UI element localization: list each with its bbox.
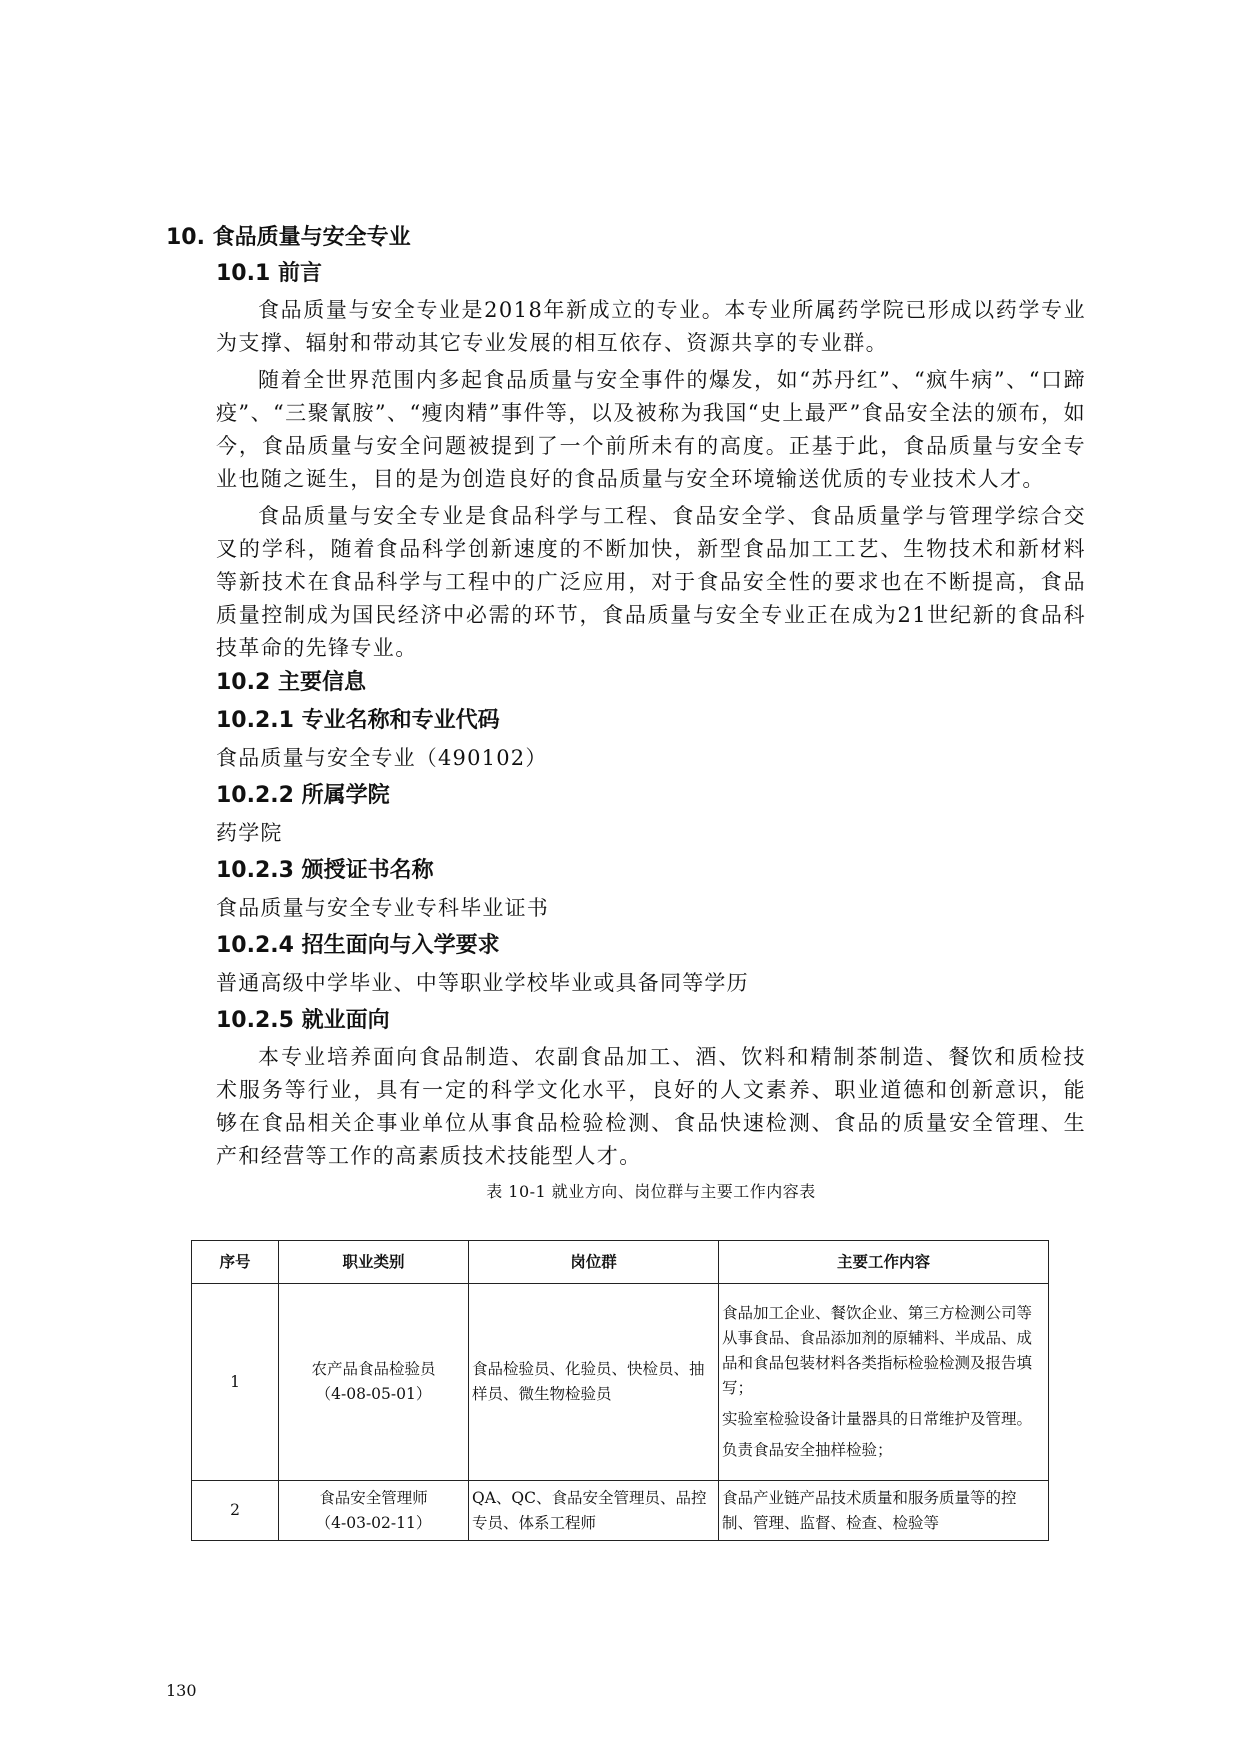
duty-item: 食品产业链产品技术质量和服务质量等的控制、管理、监督、检查、检验等 bbox=[722, 1488, 1017, 1532]
college-heading: 10.2.2 所属学院 bbox=[216, 783, 390, 808]
preface-paragraph-2: 随着全世界范围内多起食品质量与安全事件的爆发，如“苏丹红”、“疯牛病”、“口蹄疫”、“三聚氰胺”、“瘦肉精”事件等，以及被称为我国“史上最严”食品安全法的颁布，如今，食品质量与安全问题被提到了一个前所未有的高度。正基于此，食品质量与安全专业也随之诞生，目的是为创造良好的食品质量与安全环境输送优质的专业技术人才。 bbox=[216, 368, 1086, 491]
college-text: 药学院 bbox=[216, 821, 283, 845]
row-positions: 食品检验员、化验员、快检员、抽样员、微生物检验员 bbox=[469, 1284, 719, 1481]
row-duties bbox=[719, 1481, 1049, 1541]
certificate-text: 食品质量与安全专业专科毕业证书 bbox=[216, 896, 549, 920]
page-content bbox=[166, 220, 1086, 1205]
category-name: 农产品食品检验员 bbox=[311, 1360, 436, 1378]
category-code: （4-03-02-11） bbox=[315, 1513, 432, 1532]
major-name-heading: 10.2.1 专业名称和专业代码 bbox=[216, 708, 500, 733]
row-category bbox=[279, 1284, 469, 1481]
category-code: （4-08-05-01） bbox=[315, 1385, 432, 1403]
row-positions: QA、QC、食品安全管理员、品控专员、体系工程师 bbox=[469, 1481, 719, 1541]
row-duties bbox=[719, 1284, 1049, 1481]
category-name: 食品安全管理师 bbox=[319, 1488, 428, 1507]
section-title: 10. 食品质量与安全专业 bbox=[166, 225, 411, 250]
preface-paragraph-3: 食品质量与安全专业是食品科学与工程、食品安全学、食品质量学与管理学综合交叉的学科，随着食品科学创新速度的不断加快，新型食品加工工艺、生物技术和新材料等新技术在食品科学与工程中的广泛应用，对于食品安全性的要求也在不断提高，食品质量控制成为国民经济中必需的环节，食品质量与安全专业正在成为21世纪新的食品科技革命的先锋专业。 bbox=[216, 504, 1086, 660]
row-serial: 2 bbox=[192, 1481, 279, 1541]
header-positions: 岗位群 bbox=[469, 1241, 719, 1284]
duty-item: 实验室检验设备计量器具的日常维护及管理。 bbox=[722, 1410, 1033, 1428]
page-number: 130 bbox=[166, 1681, 197, 1700]
table-caption: 表 10-1 就业方向、岗位群与主要工作内容表 bbox=[486, 1182, 816, 1201]
major-name-text: 食品质量与安全专业（490102） bbox=[216, 746, 548, 770]
preface-heading: 10.1 前言 bbox=[216, 261, 322, 286]
employment-paragraph: 本专业培养面向食品制造、农副食品加工、酒、饮料和精制茶制造、餐饮和质检技术服务等行业，具有一定的科学文化水平，良好的人文素养、职业道德和创新意识，能够在食品相关企事业单位从事食品检验检测、食品快速检测、食品的质量安全管理、生产和经营等工作的高素质技术技能型人才。 bbox=[216, 1045, 1086, 1168]
certificate-heading: 10.2.3 颁授证书名称 bbox=[216, 858, 434, 883]
row-serial: 1 bbox=[192, 1284, 279, 1481]
enrollment-heading: 10.2.4 招生面向与入学要求 bbox=[216, 933, 500, 958]
table-row bbox=[192, 1284, 1049, 1481]
employment-table bbox=[191, 1240, 1049, 1541]
row-category bbox=[279, 1481, 469, 1541]
header-serial: 序号 bbox=[192, 1241, 279, 1284]
duty-item: 负责食品安全抽样检验； bbox=[722, 1441, 893, 1459]
employment-heading: 10.2.5 就业面向 bbox=[216, 1008, 390, 1033]
header-category: 职业类别 bbox=[279, 1241, 469, 1284]
table-row bbox=[192, 1481, 1049, 1541]
preface-paragraph-1: 食品质量与安全专业是2018年新成立的专业。本专业所属药学院已形成以药学专业为支撑、辐射和带动其它专业发展的相互依存、资源共享的专业群。 bbox=[216, 298, 1086, 355]
enrollment-text: 普通高级中学毕业、中等职业学校毕业或具备同等学历 bbox=[216, 971, 749, 995]
duty-item: 食品加工企业、餐饮企业、第三方检测公司等从事食品、食品添加剂的原辅料、半成品、成品和食品包装材料各类指标检验检测及报告填写； bbox=[722, 1304, 1033, 1397]
main-info-heading: 10.2 主要信息 bbox=[216, 670, 366, 695]
table-header-row bbox=[192, 1241, 1049, 1284]
header-duties: 主要工作内容 bbox=[719, 1241, 1049, 1284]
